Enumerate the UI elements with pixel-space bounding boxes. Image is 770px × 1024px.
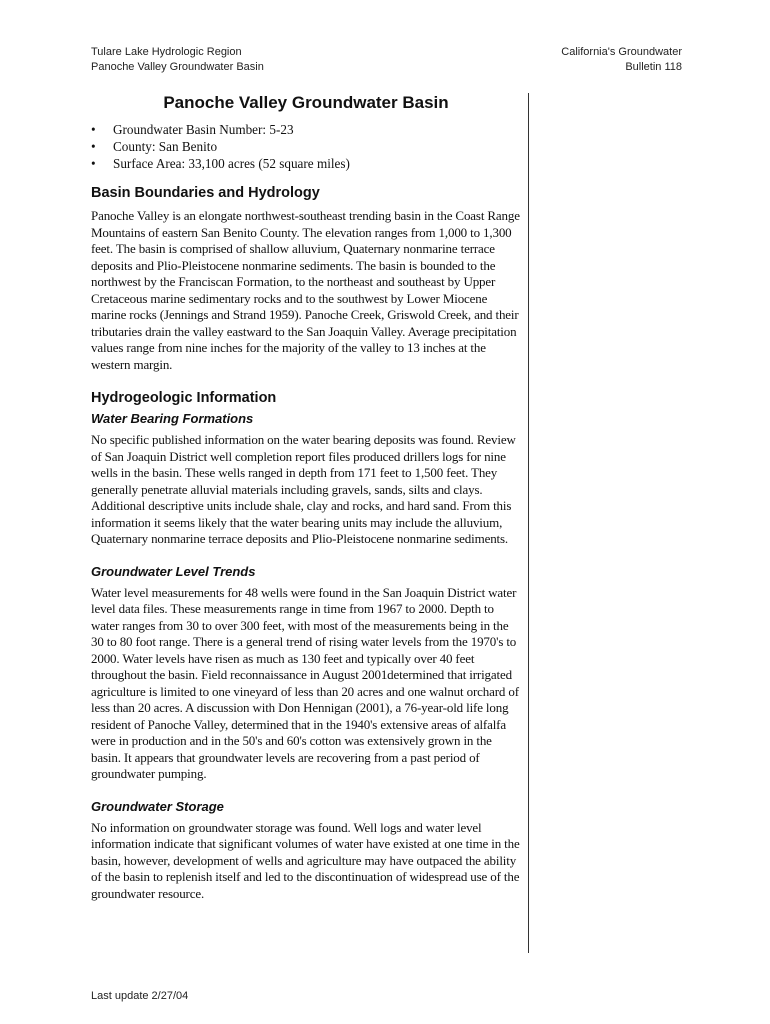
page-title: Panoche Valley Groundwater Basin <box>163 93 449 112</box>
subsection-body-storage: No information on groundwater storage was found. Well logs and water level information indicate that significant volumes of water have existed at one time in the basin, however, development of wells and agriculture may have outpaced the ability of the basin to replenish itself and led to the discontinuation of widespread use of the groundwater resource. <box>91 819 520 901</box>
subsection-level-trends <box>91 563 521 783</box>
subsection-heading-level-trends: Groundwater Level Trends <box>91 563 256 579</box>
running-header-right <box>561 45 682 75</box>
header-basin: Panoche Valley Groundwater Basin <box>91 61 264 73</box>
subsection-storage <box>91 798 521 903</box>
section-heading-hydrogeologic: Hydrogeologic Information <box>91 390 277 406</box>
section-basin-boundaries <box>91 184 521 373</box>
fact-surface-area: • Surface Area: 33,100 acres (52 square miles) <box>91 155 521 172</box>
column-divider <box>528 93 529 953</box>
subsection-heading-storage: Groundwater Storage <box>91 798 224 814</box>
footer-last-update: Last update 2/27/04 <box>91 990 189 1002</box>
main-column <box>91 92 521 902</box>
basin-facts-list <box>91 121 521 172</box>
subsection-heading-water-bearing: Water Bearing Formations <box>91 411 254 426</box>
section-body-boundaries: Panoche Valley is an elongate northwest-southeast trending basin in the Coast Range Mountains of eastern San Benito County. The elevation ranges from 1,000 to 1,300 feet. The basin is comprised of shallow alluvium, Quaternary nonmarine terrace deposits and Plio-Pleistocene nonmarine sediments. The basin is bounded to the northwest by the Franciscan Formation, to the northeast and southeast by Upper Cretaceous marine sedimentary rocks and to the southwest by Lower Miocene marine rocks (Jennings and Strand 1959). Panoche Creek, Griswold Creek, and their tributaries drain the valley eastward to the San Joaquin Valley. Average precipitation values range from nine inches for the majority of the valley to 13 inches at the western margin. <box>91 208 520 372</box>
header-region: Tulare Lake Hydrologic Region <box>91 46 242 58</box>
subsection-body-water-bearing: No specific published information on the water bearing deposits was found. Review of San Joaquin District well completion report files produced drillers logs for nine wells in the basin. These wells ranged in depth from 171 feet to 1,500 feet. They generally penetrate alluvial materials including gravels, sands, silts and clays. Additional descriptive units include shale, clay and rocks, and hard sand. From this information it seems likely that the water bearing units may include the alluvium, Quaternary nonmarine terrace deposits and Plio-Pleistocene nonmarine sediments. <box>91 432 516 546</box>
header-bulletin: Bulletin 118 <box>625 61 682 73</box>
section-hydrogeologic <box>91 389 521 902</box>
fact-basin-number: • Groundwater Basin Number: 5-23 <box>91 121 521 138</box>
subsection-body-level-trends: Water level measurements for 48 wells were found in the San Joaquin District water level data files. These measurements range in time from 1967 to 2000. Depth to water ranges from 30 to over 300 feet, with most of the measurements being in the 30 to 80 foot range. There is a general trend of rising water levels from the 1970's to 2000. Water levels have risen as much as 130 feet and typically over 40 feet throughout the basin. Field reconnaissance in August 2001determined that irrigated agriculture is limited to one vineyard of less than 20 acres and one walnut orchard of less than 20 acres. A discussion with Don Hennigan (2001), a 76-year-old life long resident of Panoche Valley, determined that in the 1940's extensive areas of alfalfa were in production and in the 50's and 60's cotton was extensively grown in the basin. It appears that groundwater levels are recovering from a past period of groundwater pumping. <box>91 584 519 781</box>
section-heading-boundaries: Basin Boundaries and Hydrology <box>91 185 320 201</box>
subsection-water-bearing <box>91 410 521 548</box>
fact-county: • County: San Benito <box>91 138 521 155</box>
running-header-left <box>91 45 264 75</box>
header-publication: California's Groundwater <box>561 46 682 58</box>
